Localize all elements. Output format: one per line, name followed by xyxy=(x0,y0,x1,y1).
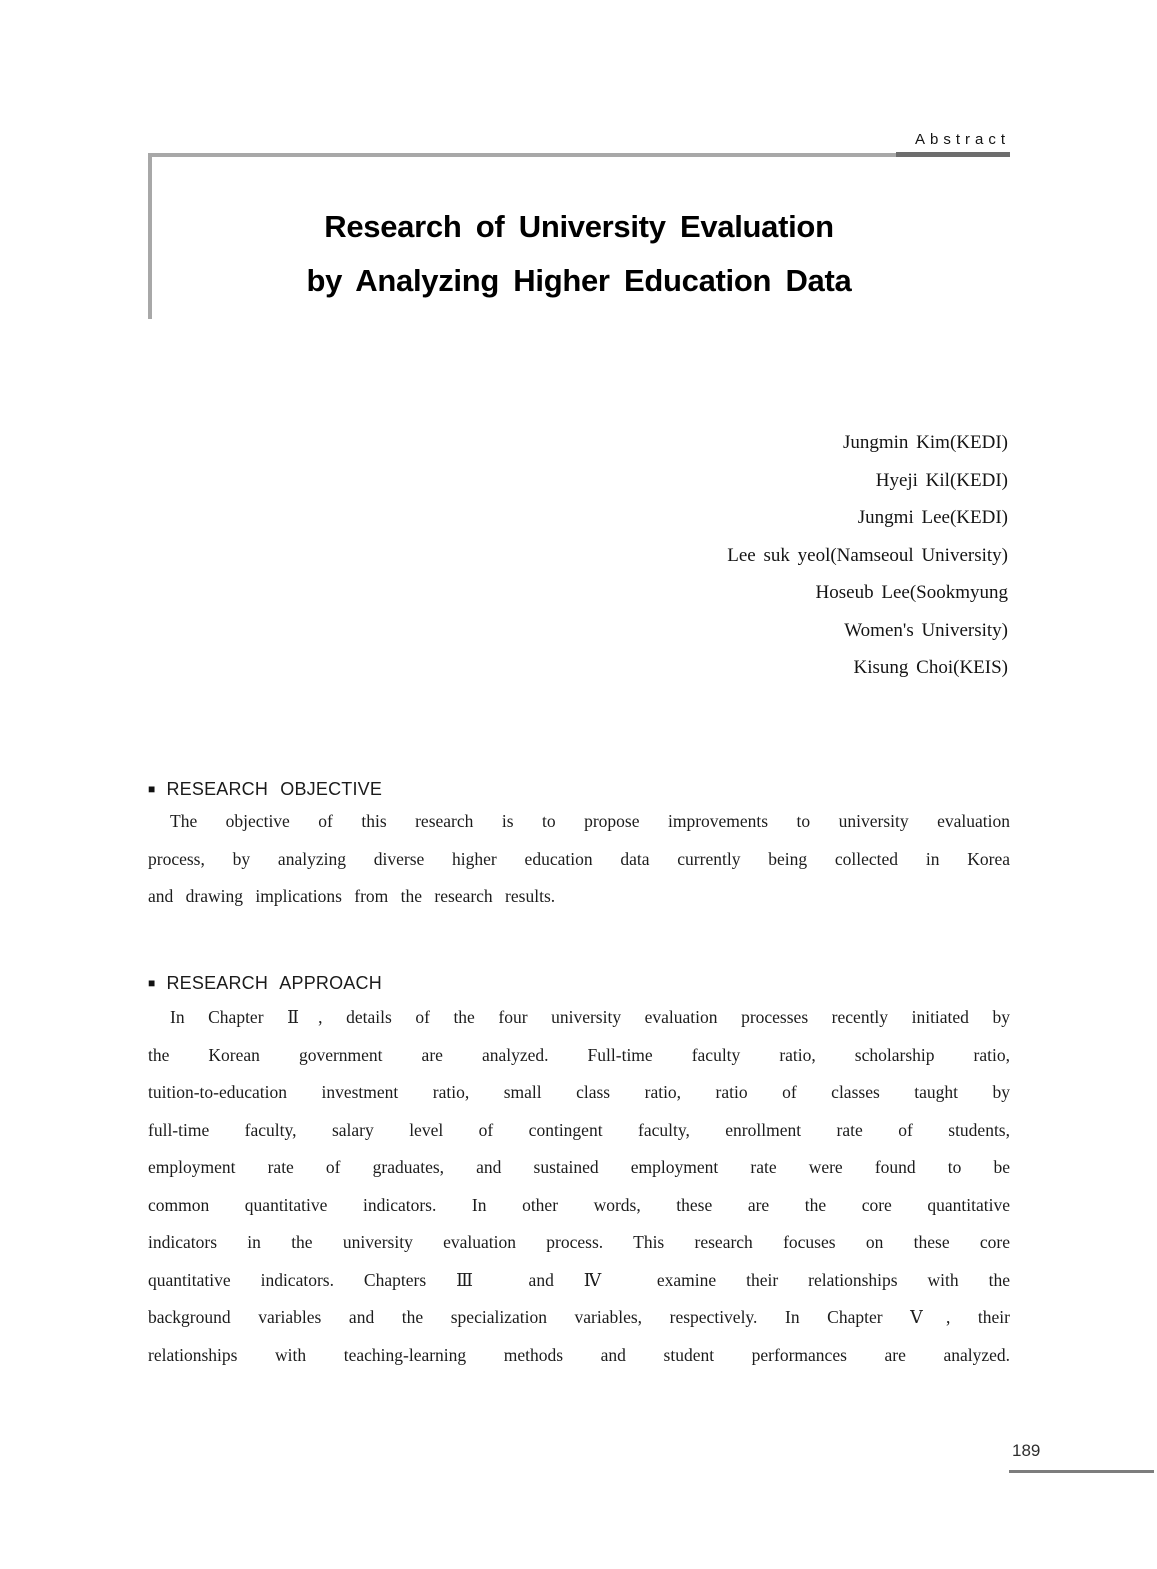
paragraph-line: quantitative indicators. Chapters Ⅲ and Ⅳ examine their relationships with the xyxy=(148,1269,1010,1290)
paragraph-line: indicators in the university evaluation process. This research focuses on these core xyxy=(148,1232,1010,1252)
abstract-header-label: Abstract xyxy=(914,131,1010,148)
paragraph-line: process, by analyzing diverse higher education data currently being collected in Korea xyxy=(148,848,1010,869)
research-objective-paragraph xyxy=(148,803,1010,916)
title-box-top-rule xyxy=(148,153,896,157)
section-heading-label: RESEARCH OBJECTIVE xyxy=(166,779,383,799)
section-heading-research-approach xyxy=(148,973,382,994)
paragraph-line: In Chapter Ⅱ, details of the four university evaluation processes recently initiated by xyxy=(170,1007,1010,1027)
author-line: Jungmi Lee(KEDI) xyxy=(857,507,1008,528)
page-number: 189 xyxy=(1012,1441,1041,1460)
author-line: Jungmin Kim(KEDI) xyxy=(842,432,1008,453)
footer-rule xyxy=(1009,1470,1154,1473)
square-bullet-icon: ■ xyxy=(148,976,156,990)
author-line: Hoseub Lee(Sookmyung xyxy=(815,582,1008,603)
author-line: Hyeji Kil(KEDI) xyxy=(875,469,1008,491)
author-line: Women's University) xyxy=(844,619,1008,641)
section-heading-label: RESEARCH APPROACH xyxy=(166,973,382,993)
paragraph-line: tuition-to-education investment ratio, small class ratio, ratio of classes taught by xyxy=(148,1082,1010,1102)
abstract-underline-bar xyxy=(896,152,1010,157)
paragraph-line: full-time faculty, salary level of contingent faculty, enrollment rate of students, xyxy=(148,1119,1010,1140)
paragraph-line: common quantitative indicators. In other words, these are the core quantitative xyxy=(148,1194,1010,1215)
paragraph-line: The objective of this research is to propose improvements to university evaluation xyxy=(170,811,1010,831)
paragraph-line: relationships with teaching-learning methods and student performances are analyzed. xyxy=(148,1344,1010,1365)
report-title-line-2: by Analyzing Higher Education Data xyxy=(306,263,852,298)
author-line: Lee suk yeol(Namseoul University) xyxy=(727,544,1008,566)
report-title xyxy=(148,200,1010,308)
square-bullet-icon: ■ xyxy=(148,782,156,796)
report-title-line-1: Research of University Evaluation xyxy=(324,209,834,244)
paragraph-line: employment rate of graduates, and sustained employment rate were found to be xyxy=(148,1157,1010,1177)
paragraph-line: and drawing implications from the research results. xyxy=(148,886,556,906)
section-heading-research-objective xyxy=(148,779,382,800)
paragraph-line: the Korean government are analyzed. Full-time faculty ratio, scholarship ratio, xyxy=(148,1044,1010,1065)
author-line: Kisung Choi(KEIS) xyxy=(853,657,1008,678)
author-list xyxy=(148,424,1008,687)
paragraph-line: background variables and the specialization variables, respectively. In Chapter Ⅴ, their xyxy=(148,1307,1010,1327)
research-approach-paragraph xyxy=(148,999,1010,1374)
